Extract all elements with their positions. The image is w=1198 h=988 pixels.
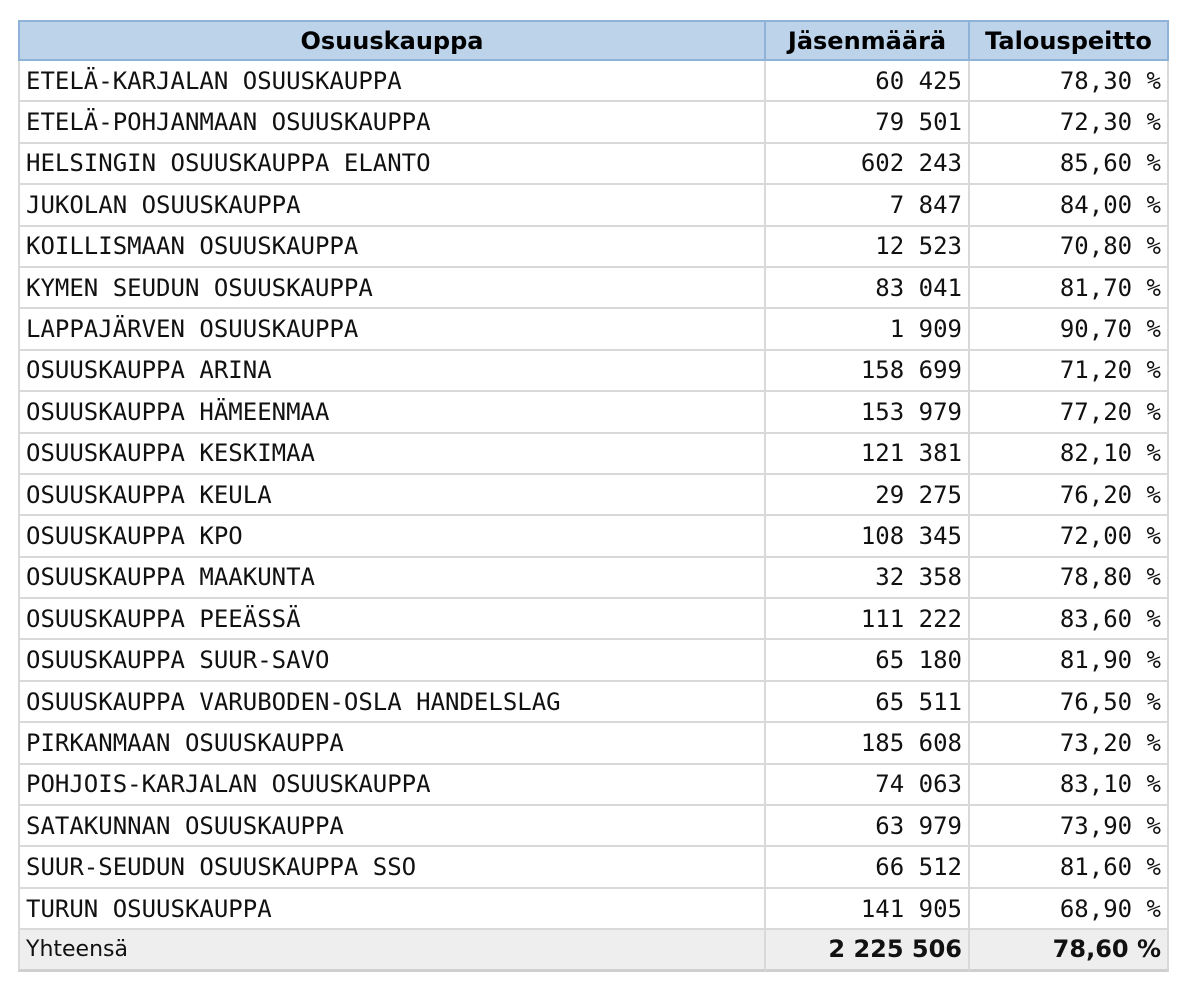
member-count-cell: 185 608 — [766, 723, 970, 764]
member-count-cell: 158 699 — [766, 351, 970, 392]
name-cell: OSUUSKAUPPA VARUBODEN-OSLA HANDELSLAG — [18, 682, 766, 723]
name-cell: JUKOLAN OSUUSKAUPPA — [18, 185, 766, 226]
household-coverage-cell: 73,90 % — [970, 806, 1169, 847]
table-row — [18, 144, 1169, 185]
household-coverage-cell: 72,00 % — [970, 516, 1169, 557]
table-row — [18, 102, 1169, 143]
name-cell: OSUUSKAUPPA KEULA — [18, 475, 766, 516]
member-count-cell: 153 979 — [766, 392, 970, 433]
name-cell: LAPPAJÄRVEN OSUUSKAUPPA — [18, 309, 766, 350]
table-row — [18, 309, 1169, 350]
member-count-cell: 66 512 — [766, 847, 970, 888]
household-coverage-cell: 77,20 % — [970, 392, 1169, 433]
household-coverage-cell: 78,30 % — [970, 61, 1169, 102]
table-body — [18, 61, 1169, 972]
total-label: Yhteensä — [18, 930, 766, 971]
header-member-count[interactable]: Jäsenmäärä — [766, 20, 970, 61]
household-coverage-cell: 78,80 % — [970, 558, 1169, 599]
name-cell: POHJOIS-KARJALAN OSUUSKAUPPA — [18, 765, 766, 806]
table-row — [18, 765, 1169, 806]
member-count-cell: 79 501 — [766, 102, 970, 143]
member-count-cell: 1 909 — [766, 309, 970, 350]
household-coverage-cell: 81,70 % — [970, 268, 1169, 309]
cooperative-table-container — [18, 20, 1169, 972]
member-count-cell: 121 381 — [766, 434, 970, 475]
member-count-cell: 74 063 — [766, 765, 970, 806]
household-coverage-cell: 85,60 % — [970, 144, 1169, 185]
name-cell: ETELÄ-KARJALAN OSUUSKAUPPA — [18, 61, 766, 102]
member-count-cell: 83 041 — [766, 268, 970, 309]
table-row — [18, 889, 1169, 930]
name-cell: OSUUSKAUPPA KPO — [18, 516, 766, 557]
header-cooperative[interactable]: Osuuskauppa — [18, 20, 766, 61]
cooperative-table — [18, 20, 1169, 972]
household-coverage-cell: 73,20 % — [970, 723, 1169, 764]
household-coverage-cell: 76,50 % — [970, 682, 1169, 723]
household-coverage-cell: 83,10 % — [970, 765, 1169, 806]
header-row — [18, 20, 1169, 61]
name-cell: OSUUSKAUPPA MAAKUNTA — [18, 558, 766, 599]
member-count-cell: 32 358 — [766, 558, 970, 599]
total-member-count: 2 225 506 — [766, 930, 970, 971]
table-row — [18, 599, 1169, 640]
household-coverage-cell: 72,30 % — [970, 102, 1169, 143]
household-coverage-cell: 81,60 % — [970, 847, 1169, 888]
member-count-cell: 7 847 — [766, 185, 970, 226]
table-row — [18, 227, 1169, 268]
member-count-cell: 12 523 — [766, 227, 970, 268]
household-coverage-cell: 71,20 % — [970, 351, 1169, 392]
member-count-cell: 111 222 — [766, 599, 970, 640]
table-row — [18, 682, 1169, 723]
total-household-coverage: 78,60 % — [970, 930, 1169, 971]
member-count-cell: 65 180 — [766, 640, 970, 681]
table-row — [18, 475, 1169, 516]
member-count-cell: 29 275 — [766, 475, 970, 516]
household-coverage-cell: 90,70 % — [970, 309, 1169, 350]
name-cell: SUUR-SEUDUN OSUUSKAUPPA SSO — [18, 847, 766, 888]
name-cell: OSUUSKAUPPA PEEÄSSÄ — [18, 599, 766, 640]
table-row — [18, 847, 1169, 888]
name-cell: KYMEN SEUDUN OSUUSKAUPPA — [18, 268, 766, 309]
name-cell: TURUN OSUUSKAUPPA — [18, 889, 766, 930]
table-row — [18, 61, 1169, 102]
table-row — [18, 268, 1169, 309]
name-cell: PIRKANMAAN OSUUSKAUPPA — [18, 723, 766, 764]
table-row — [18, 516, 1169, 557]
name-cell: OSUUSKAUPPA ARINA — [18, 351, 766, 392]
table-row — [18, 185, 1169, 226]
name-cell: OSUUSKAUPPA SUUR-SAVO — [18, 640, 766, 681]
table-row — [18, 806, 1169, 847]
member-count-cell: 63 979 — [766, 806, 970, 847]
household-coverage-cell: 70,80 % — [970, 227, 1169, 268]
household-coverage-cell: 81,90 % — [970, 640, 1169, 681]
total-row — [18, 930, 1169, 971]
name-cell: HELSINGIN OSUUSKAUPPA ELANTO — [18, 144, 766, 185]
household-coverage-cell: 82,10 % — [970, 434, 1169, 475]
name-cell: OSUUSKAUPPA HÄMEENMAA — [18, 392, 766, 433]
member-count-cell: 141 905 — [766, 889, 970, 930]
table-row — [18, 558, 1169, 599]
table-row — [18, 723, 1169, 764]
table-row — [18, 351, 1169, 392]
household-coverage-cell: 76,20 % — [970, 475, 1169, 516]
member-count-cell: 602 243 — [766, 144, 970, 185]
table-row — [18, 434, 1169, 475]
household-coverage-cell: 84,00 % — [970, 185, 1169, 226]
table-row — [18, 392, 1169, 433]
member-count-cell: 60 425 — [766, 61, 970, 102]
household-coverage-cell: 68,90 % — [970, 889, 1169, 930]
member-count-cell: 65 511 — [766, 682, 970, 723]
name-cell: OSUUSKAUPPA KESKIMAA — [18, 434, 766, 475]
header-household-coverage[interactable]: Talouspeitto — [970, 20, 1169, 61]
member-count-cell: 108 345 — [766, 516, 970, 557]
name-cell: KOILLISMAAN OSUUSKAUPPA — [18, 227, 766, 268]
household-coverage-cell: 83,60 % — [970, 599, 1169, 640]
table-row — [18, 640, 1169, 681]
name-cell: ETELÄ-POHJANMAAN OSUUSKAUPPA — [18, 102, 766, 143]
name-cell: SATAKUNNAN OSUUSKAUPPA — [18, 806, 766, 847]
